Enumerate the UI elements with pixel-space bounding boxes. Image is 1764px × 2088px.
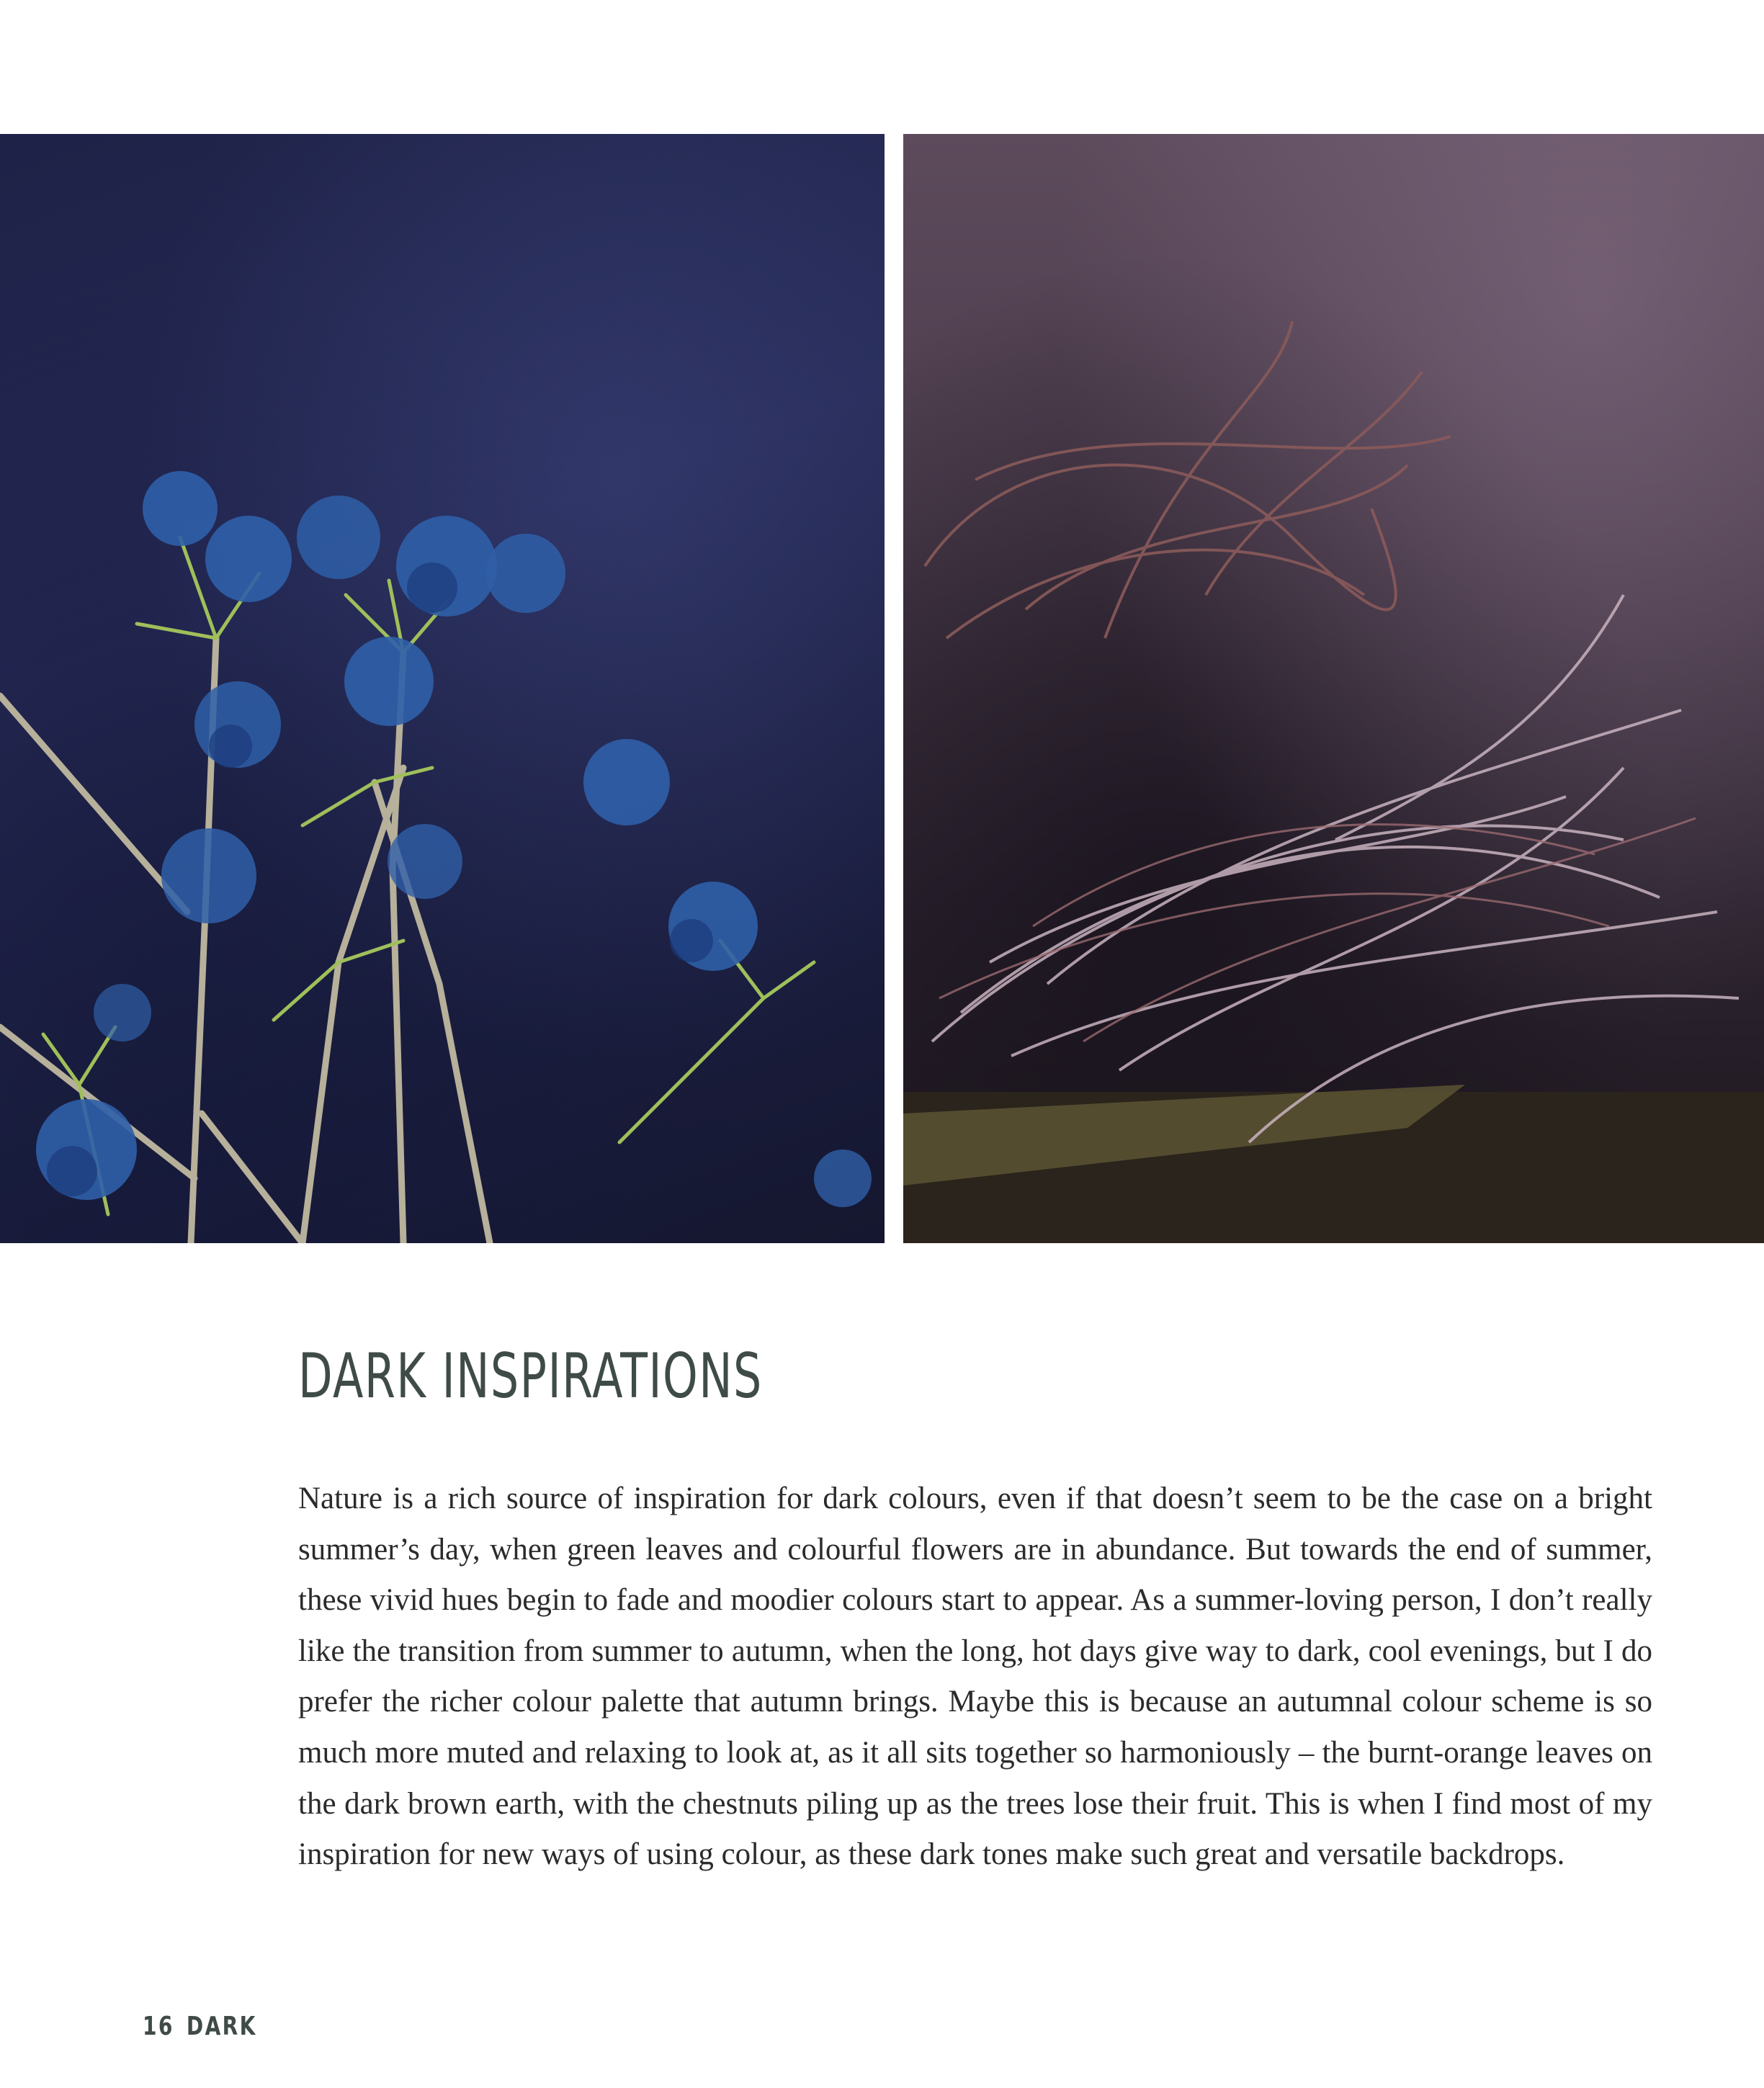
page-number: 16 xyxy=(143,2012,174,2041)
folio xyxy=(143,2012,269,2041)
twig-nest-photo xyxy=(903,134,1764,1243)
page-heading: DARK INSPIRATIONS xyxy=(298,1340,763,1412)
berry-umbel-illustration xyxy=(0,134,885,1243)
body-paragraph: Nature is a rich source of inspiration for dark colours, even if that doesn’t seem to be the case on a bright summer’s day, when green leaves and colourful flowers are in abundance. But towards the end of summer, these vivid hues begin to fade and moodier colours start to appear. As a summer-loving person, I don’t really like the transition from summer to autumn, when the long, hot days give way to dark, cool evenings, but I do prefer the richer colour palette that autumn brings. Maybe this is because an autumnal colour scheme is so much more muted and relaxing to look at, as it all sits together so harmoniously – the burnt-orange leaves on the dark brown earth, with the chestnuts piling up as the trees lose their fruit. This is when I find most of my inspiration for new ways of using colour, as these dark tones make such great and versatile backdrops. xyxy=(298,1482,1652,1872)
twig-nest-illustration xyxy=(903,134,1764,1243)
section-name: DARK xyxy=(186,2012,257,2041)
berry-umbel-photo xyxy=(0,134,885,1243)
